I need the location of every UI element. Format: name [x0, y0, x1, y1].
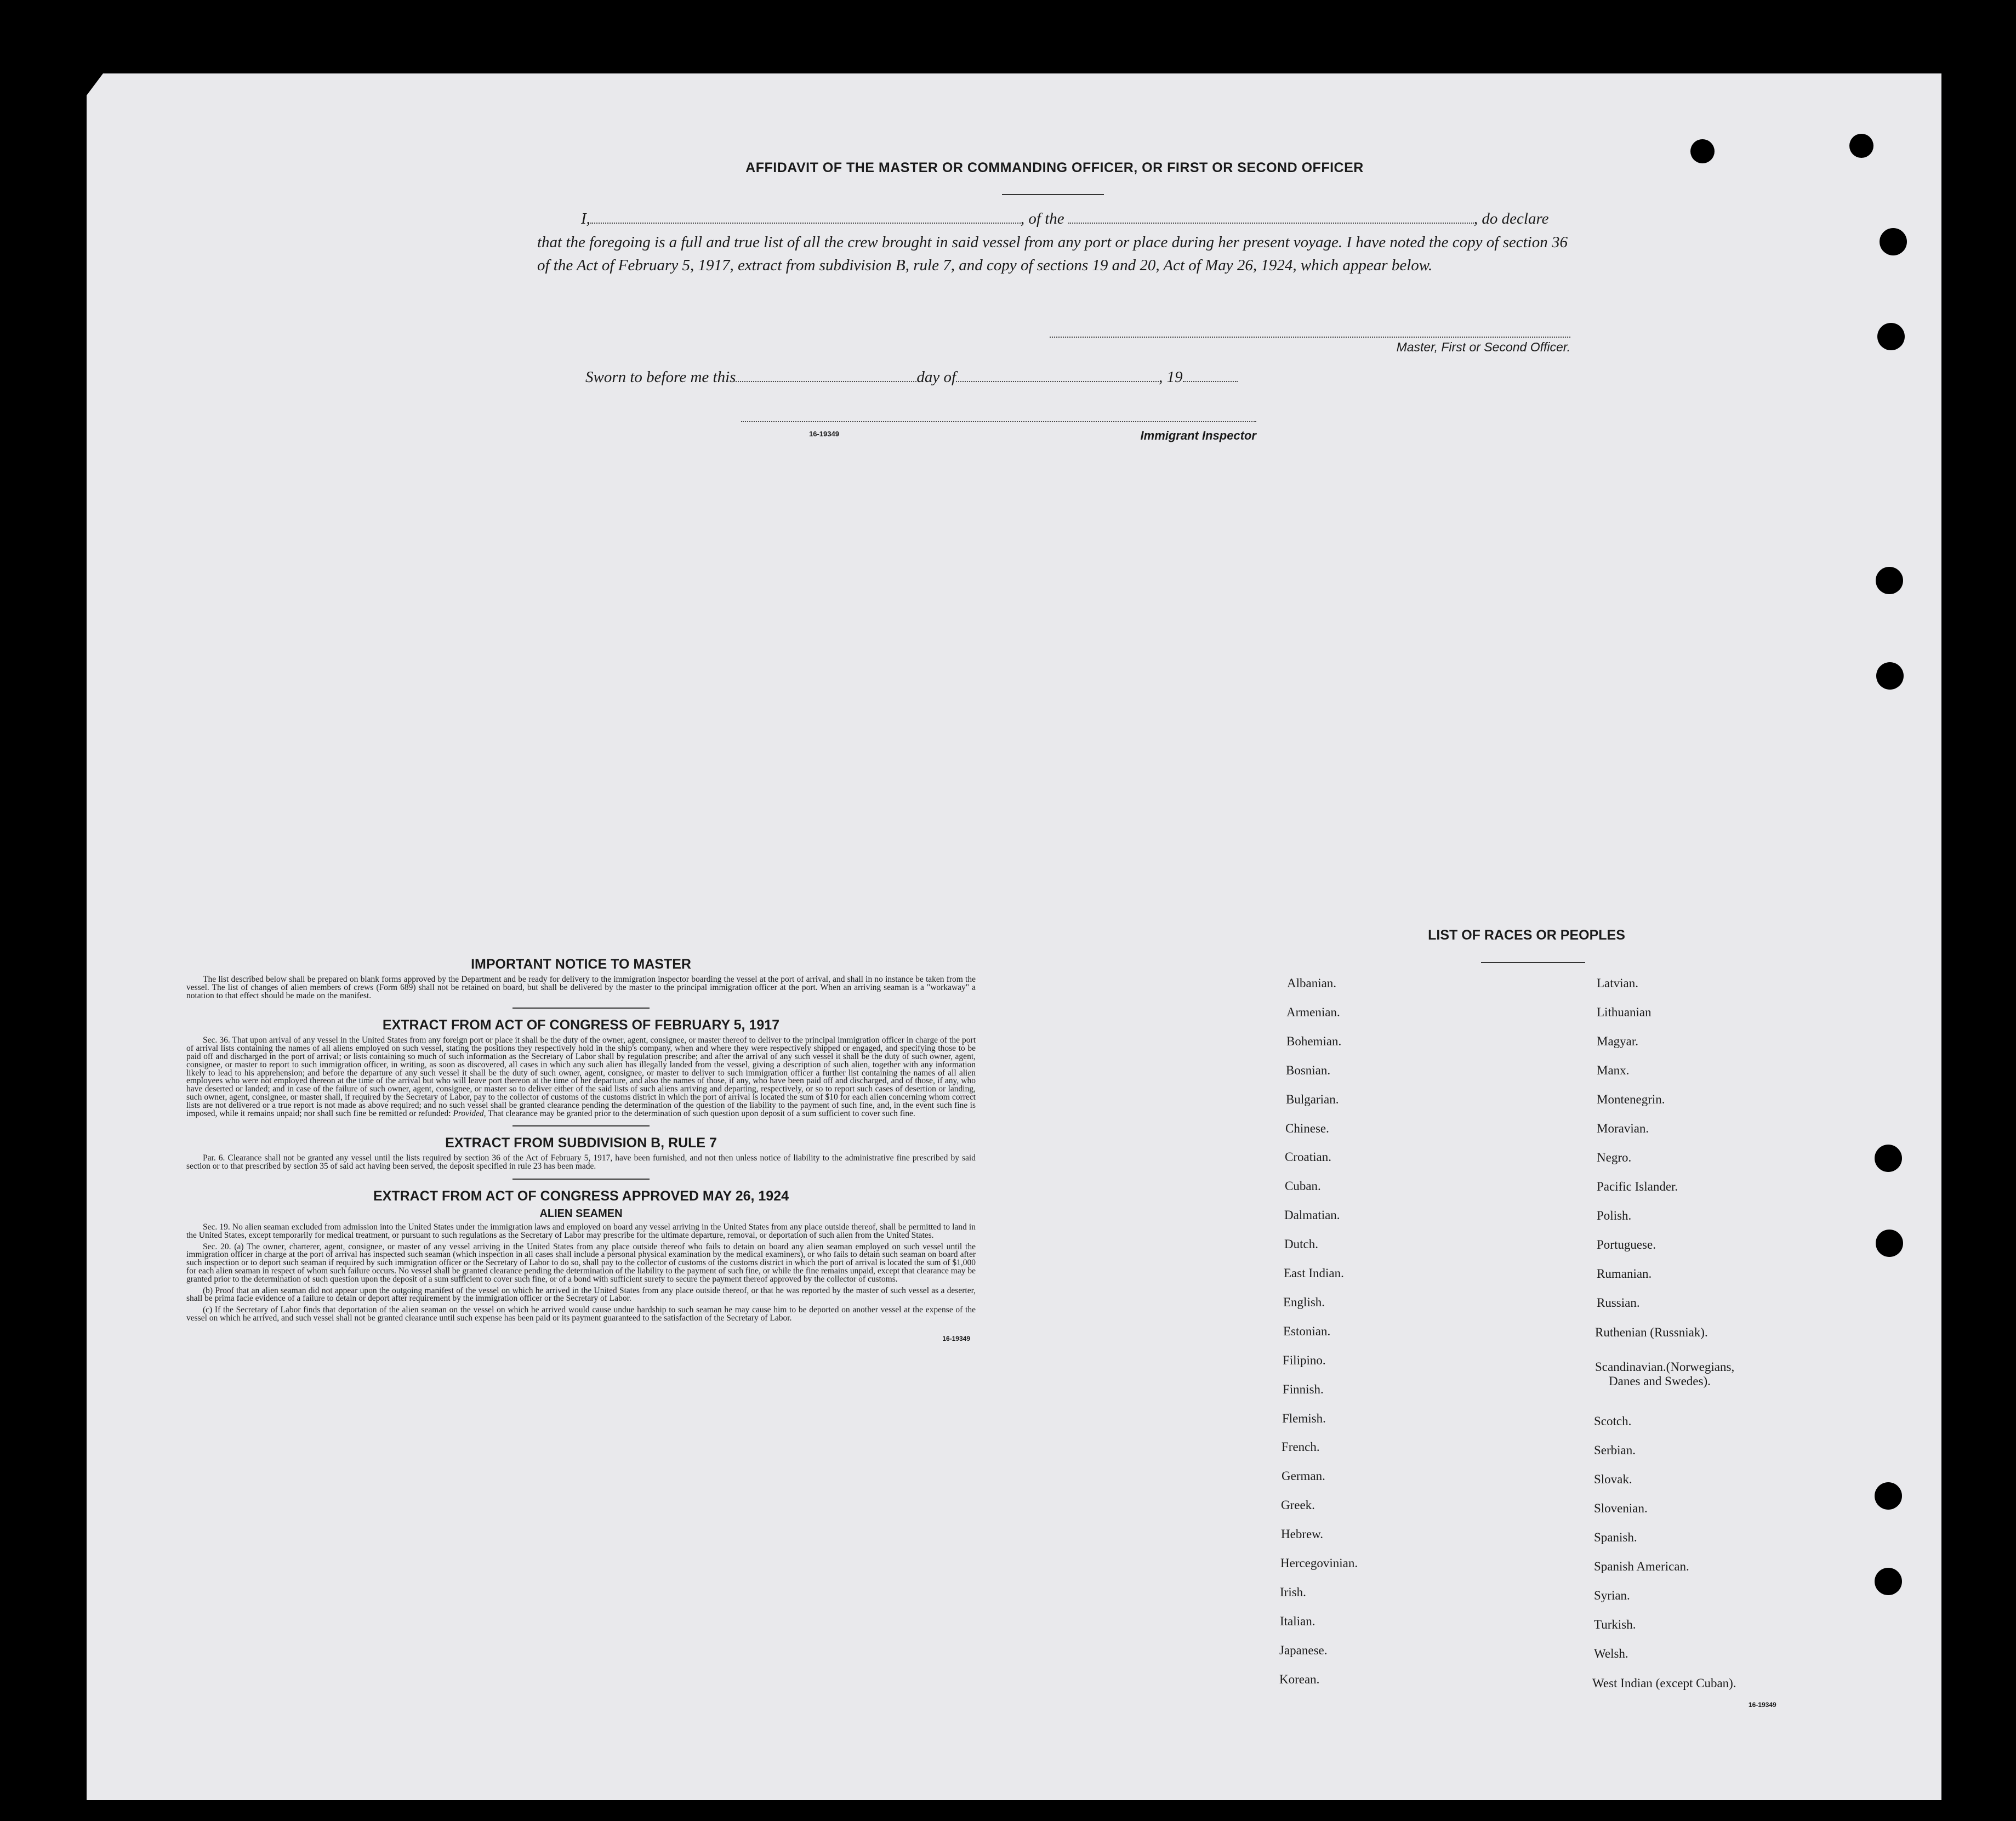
sec20b-text: (b) Proof that an alien seaman did not appear upon the outgoing manifest of the vessel on which he arrived in the United States from any place outside thereof, or that he was reported by the master of such vessel as a deserter, shall be prima facie evidence of a failure to detain or deport after requirement by the immigration officer or the Secretary of Labor.	[186, 1285, 976, 1304]
affidavit-declaration-line	[581, 210, 1549, 228]
race-item: Albanian.	[1287, 976, 1337, 990]
section-divider	[512, 1008, 650, 1009]
race-item: Italian.	[1280, 1614, 1315, 1628]
race-item: Slovenian.	[1594, 1501, 1648, 1515]
binder-hole	[1876, 662, 1904, 690]
race-item: Hercegovinian.	[1280, 1556, 1358, 1570]
extract-1917-text	[186, 1037, 976, 1118]
binder-hole	[1690, 139, 1715, 163]
master-signature-line[interactable]	[1050, 337, 1570, 338]
race-item: Ruthenian (Russniak).	[1595, 1325, 1708, 1339]
race-item: East Indian.	[1284, 1266, 1344, 1280]
race-item: German.	[1282, 1469, 1325, 1483]
binder-hole	[1876, 1230, 1903, 1257]
race-item: English.	[1283, 1295, 1325, 1309]
race-item: Armenian.	[1286, 1005, 1340, 1019]
race-item: Lithuanian	[1597, 1005, 1651, 1019]
sworn-day-blank[interactable]	[736, 370, 916, 382]
legal-notices	[186, 957, 976, 1342]
affidavit-title: AFFIDAVIT OF THE MASTER OR COMMANDING OFFICER, OR FIRST OR SECOND OFFICER	[745, 160, 1364, 175]
binder-hole	[1877, 323, 1905, 350]
race-item: Serbian.	[1594, 1443, 1636, 1457]
name-blank[interactable]	[590, 212, 1021, 224]
do-declare-label: , do declare	[1473, 210, 1549, 227]
race-item: Irish.	[1280, 1585, 1306, 1599]
binder-hole	[1849, 134, 1873, 158]
race-item: Danes and Swedes).	[1609, 1374, 1711, 1388]
race-item: Russian.	[1597, 1296, 1640, 1310]
race-item: Hebrew.	[1281, 1527, 1324, 1541]
races-title: LIST OF RACES OR PEOPLES	[1428, 927, 1625, 943]
race-item: Scotch.	[1594, 1414, 1632, 1428]
binder-hole	[1875, 1568, 1902, 1595]
of-the-label: , of the	[1020, 210, 1064, 227]
race-item: Croatian.	[1285, 1150, 1331, 1164]
binder-hole	[1880, 228, 1907, 255]
race-item: Scandinavian.(Norwegians,	[1595, 1360, 1735, 1374]
race-item: Magyar.	[1597, 1034, 1639, 1048]
section-divider	[512, 1179, 650, 1180]
sec19-text: Sec. 19. No alien seaman excluded from admission into the United States under the immigration laws and employed on board any vessel arriving in the United States from any place outside thereof, shall be permitted to land in the United States, except temporarily for medical treatment, or pursuant to such regulations as the Secretary of Labor may prescribe for the ultimate departure, removal, or deportation of such alien from the United States.	[186, 1222, 976, 1240]
form-number: 16-19349	[942, 1334, 970, 1342]
race-item: Turkish.	[1594, 1618, 1636, 1631]
i-label: I,	[581, 210, 590, 227]
year-label: , 19	[1159, 368, 1183, 386]
form-number: 16-19349	[1749, 1701, 1776, 1709]
binder-hole	[1876, 567, 1903, 594]
race-item: Cuban.	[1285, 1179, 1321, 1193]
day-of-label: day of	[916, 368, 956, 386]
binder-hole	[1875, 1482, 1902, 1510]
race-item: Finnish.	[1283, 1382, 1324, 1396]
sec36-text: Sec. 36. That upon arrival of any vessel in the United States from any foreign port or place it shall be the duty of the owner, agent, consignee, or master thereof to deliver to the principal immigration officer in charge of the port of arrival lists containing the names of all aliens employed on such vessel, stating the positions they respectively hold in the ship's company, when and where they were respectively shipped or engaged, and specifying those to be paid off and discharged in the port of arrival; or lists containing so much of such information as the Secretary of Labor shall by regulation prescribe; and after the arrival of any such vessel it shall be the duty of such owner, agent, consignee, or master to report to such immigration officer, in writing, as soon as discovered, all cases in which any such alien has illegally landed from the vessel, giving a description of such alien, together with any information likely to lead to his apprehension; and before the departure of any such vessel it shall be the duty of such owner, agent, consignee, or master to deliver to such immigration officer a further list containing the names of all alien employees who were not employed thereon at the time of the arrival but who will leave port thereon at the time of her departure, and also the names of those, if any, who have been paid off and discharged, and of those, if any, who have deserted or landed; and in case of the failure of such owner, agent, consignee, or master so to deliver either of the said lists of such aliens arriving and departing, respectively, or so to report such cases of desertion or landing, such owner, agent, consignee, or master shall, if required by the Secretary of Labor, pay to the collector of customs of the customs district in which the port of arrival is located the sum of $10 for each alien concerning whom correct lists are not delivered or a true report is not made as above required; and no such vessel shall be granted clearance pending the determination of the question of the liability to the payment of such fine, and, in the event such fine is imposed, while it remains unpaid; nor shall such fine be remitted or refunded:	[186, 1035, 976, 1118]
race-item: Syrian.	[1594, 1589, 1630, 1602]
race-item: Welsh.	[1594, 1647, 1628, 1660]
race-item: Korean.	[1279, 1672, 1320, 1686]
race-item: Negro.	[1597, 1151, 1632, 1164]
notice-text: The list described below shall be prepared on blank forms approved by the Department and be ready for delivery to the immigration inspector boarding the vessel at the port of arrival, and shall in no instance be taken from the vessel. The list of changes of alien members of crews (Form 689) shall not be retained on board, but shall be delivered by the master to the principal immigration officer at the port. When an arriving seaman is a "workaway" a notation to that effect should be made on the manifest.	[186, 975, 976, 1000]
title-divider	[1002, 194, 1104, 195]
race-item: Pacific Islander.	[1597, 1180, 1678, 1193]
race-item: Latvian.	[1597, 976, 1638, 990]
race-item: Chinese.	[1285, 1122, 1329, 1135]
affidavit-body: that the foregoing is a full and true list of all the crew brought in said vessel from any port or place during her present voyage. I have noted the copy of section 36 of the Act of February 5, 1917, extract from subdivision B, rule 7, and copy of sections 19 and 20, Act of May 26, 1924, which appear below.	[537, 234, 1568, 274]
race-item: Greek.	[1281, 1498, 1315, 1512]
race-item: Portuguese.	[1597, 1238, 1656, 1251]
form-number: 16-19349	[809, 430, 839, 438]
race-item: Filipino.	[1283, 1353, 1326, 1367]
race-item: Slovak.	[1594, 1472, 1632, 1486]
binder-hole	[1875, 1145, 1902, 1172]
inspector-signature-line[interactable]	[741, 421, 1256, 422]
sec36-text-end: That clearance may be granted prior to the determination of such question upon deposit of a sum sufficient to cover such fine.	[488, 1108, 915, 1118]
race-item: Flemish.	[1282, 1412, 1326, 1425]
race-item: Spanish.	[1594, 1530, 1637, 1544]
provided-emphasis: Provided,	[453, 1108, 486, 1118]
master-label: Master, First or Second Officer.	[1396, 340, 1570, 354]
race-item: Moravian.	[1597, 1122, 1649, 1135]
extract-1917-title: EXTRACT FROM ACT OF CONGRESS OF FEBRUARY 5, 1917	[382, 1017, 780, 1033]
race-item: Bulgarian.	[1286, 1092, 1339, 1106]
race-item: Dalmatian.	[1284, 1208, 1340, 1222]
race-item: French.	[1282, 1440, 1320, 1454]
race-item: Bohemian.	[1286, 1034, 1342, 1048]
sec20a-text: Sec. 20. (a) The owner, charterer, agent, consignee, or master of any vessel arriving in the United States from any place outside thereof who fails to detain on board any alien seaman employed on such vessel until the immigration officer in charge at the port of arrival has inspected such seaman (which inspection in all cases shall include a personal physical examination by the medical examiners), or who fails to detain such seaman on board after such inspection or to deport such seaman if required by such immigration officer or the Secretary of Labor to do so, shall pay to the collector of customs of the customs district in which the port of arrival is located the sum of $1,000 for each alien seaman in respect of whom such failure occurs. No vessel shall be granted clearance pending the determination of the liability to the payment of such fine, or while the fine remains unpaid, except that clearance may be granted prior to the determination of such question upon the deposit of a sum sufficient to cover such fine, or of a bond with sufficient surety to secure the payment thereof approved by the collector of customs.	[186, 1242, 976, 1284]
race-item: Spanish American.	[1594, 1560, 1689, 1573]
sworn-year-blank[interactable]	[1183, 370, 1238, 382]
sworn-line	[585, 368, 1238, 386]
vessel-blank[interactable]	[1068, 212, 1474, 224]
race-item: Japanese.	[1279, 1643, 1328, 1657]
race-item: Rumanian.	[1597, 1267, 1652, 1281]
sworn-month-blank[interactable]	[956, 370, 1159, 382]
inspector-label: Immigrant Inspector	[1140, 429, 1256, 442]
races-divider	[1481, 962, 1585, 963]
subdivision-b-text: Par. 6. Clearance shall not be granted any vessel until the lists required by section 36 of the Act of February 5, 1917, have been furnished, and not then unless notice of liability to the administrative fine prescribed by said section or to that prescribed by section 35 of said act having been served, the deposit specified in rule 23 has been made.	[186, 1153, 976, 1171]
section-divider	[512, 1125, 650, 1126]
race-item: West Indian (except Cuban).	[1592, 1676, 1736, 1690]
race-item: Bosnian.	[1286, 1063, 1331, 1077]
notice-title: IMPORTANT NOTICE TO MASTER	[471, 957, 691, 972]
extract-1924-title: EXTRACT FROM ACT OF CONGRESS APPROVED MAY 26, 1924	[373, 1188, 789, 1204]
race-item: Manx.	[1597, 1063, 1630, 1077]
race-item: Dutch.	[1284, 1237, 1318, 1251]
race-item: Montenegrin.	[1597, 1092, 1665, 1106]
sec20c-text: (c) If the Secretary of Labor finds that deportation of the alien seaman on the vessel on which he arrived would cause undue hardship to such seaman he may cause him to be deported on another vessel at the expense of the vessel on which he arrived, and such vessel shall not be granted clearance until such expense has been paid or its payment guaranteed to the satisfaction of the Secretary of Labor.	[186, 1305, 976, 1323]
sworn-label: Sworn to before me this	[585, 368, 736, 386]
race-item: Estonian.	[1283, 1324, 1331, 1338]
alien-seamen-subtitle: ALIEN SEAMEN	[539, 1207, 623, 1220]
subdivision-b-title: EXTRACT FROM SUBDIVISION B, RULE 7	[445, 1135, 717, 1151]
race-item: Polish.	[1597, 1209, 1632, 1222]
